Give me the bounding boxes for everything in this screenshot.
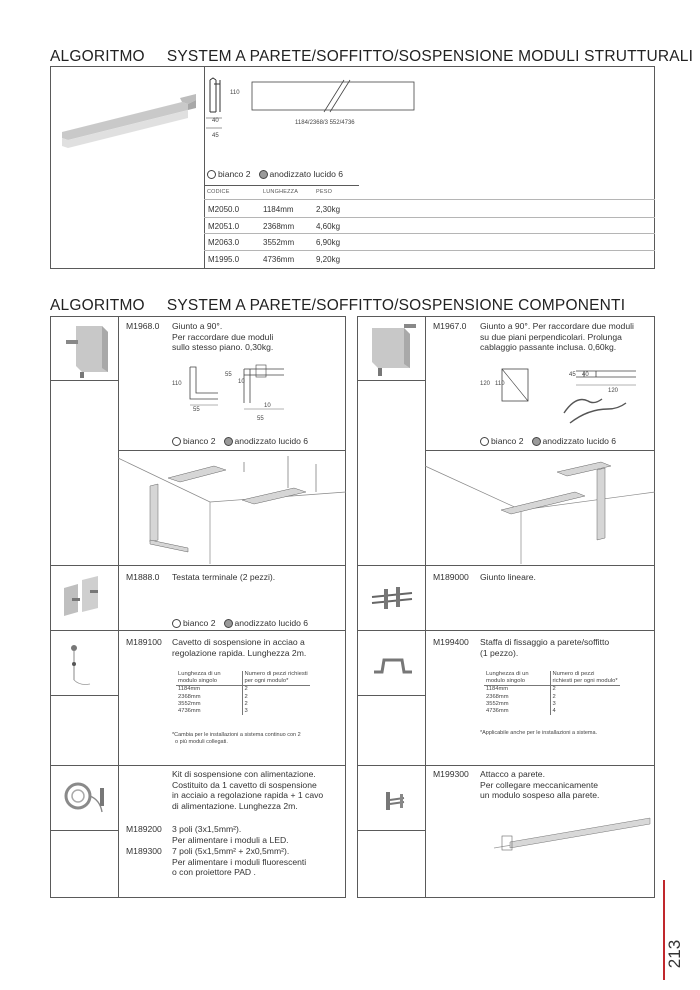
table-cell-weight: 2,30kg	[316, 205, 341, 214]
product-description: 3 poli (3x1,5mm²). Per alimentare i moduli a LED.	[172, 824, 289, 845]
table-cell-code: M2063.0	[208, 238, 240, 247]
table-cell-weight: 9,20kg	[316, 255, 341, 264]
table-cell-length: 4736mm	[263, 255, 295, 264]
col-header-weight: PESO	[316, 189, 333, 195]
product-description: Giunto a 90°. Per raccordare due moduli sullo stesso piano. 0,30kg.	[172, 321, 274, 352]
dim-lengths: 1184/2368/3 552/4736	[295, 120, 355, 126]
mounting-bracket-photo	[370, 652, 416, 682]
table-cell-length: 3552mm	[176, 701, 242, 708]
product-code: M189000	[433, 572, 469, 582]
table-footnote: *Applicabile anche per le installazioni a sistema.	[480, 730, 598, 736]
brand-name: ALGORITMO	[50, 297, 145, 314]
profile-length-drawing	[252, 78, 422, 118]
profile-photo	[60, 80, 200, 160]
finish-options-m1888: bianco 2 anodizzato lucido 6	[172, 618, 308, 628]
table-cell-count: 4	[552, 708, 556, 715]
col-header-code: CODICE	[207, 189, 230, 195]
table-cell-code: M2051.0	[208, 222, 240, 231]
end-cap-photo	[58, 572, 114, 624]
product-code: M189100	[126, 637, 162, 647]
table-cell-length: 3552mm	[263, 238, 295, 247]
table-cell-length: 4736mm	[176, 708, 242, 715]
table-cell-weight: 6,90kg	[316, 238, 341, 247]
suspension-kit-photo	[58, 772, 114, 826]
profile-section-drawing	[206, 78, 246, 138]
brand-name: ALGORITMO	[50, 48, 145, 65]
kit-description: Kit di sospensione con alimentazione. Costituito da 1 cavetto di sospensione in acciaio a regolazione rapida + 1 cavo di alimentazione. Lunghezza 2m.	[172, 769, 324, 811]
white-swatch-icon	[207, 170, 216, 179]
table-cell-length: 4736mm	[484, 708, 550, 715]
table-cell-count: 2	[244, 686, 248, 693]
product-description: Cavetto di sospensione in acciao a regolazione rapida. Lunghezza 2m.	[172, 637, 307, 658]
joint-90-drawing	[172, 365, 292, 415]
col-header-length: LUNGHEZZA	[263, 189, 299, 195]
table-cell-count: 2	[244, 700, 248, 707]
table-cell-count: 2	[244, 693, 248, 700]
section-title-components	[50, 297, 625, 315]
product-code: M1967.0	[433, 321, 467, 331]
product-description: Giunto a 90°. Per raccordare due moduli su due piani perpendicolari. Prolunga cablaggio passante inclusa. 0,60kg.	[480, 321, 634, 352]
product-description: Attacco a parete. Per collegare meccanicamente un modulo sospeso alla parete.	[480, 769, 600, 800]
table-cell-count: 2	[552, 686, 556, 693]
page-number: 213	[665, 939, 684, 969]
suspension-cable-photo	[66, 640, 106, 690]
section-title-modules	[50, 48, 693, 66]
room-installation-illustration-right	[425, 452, 655, 564]
table-cell-code: M1995.0	[208, 255, 240, 264]
linear-joint-photo	[368, 585, 418, 615]
product-description: Staffa di fissaggio a parete/soffitto (1 pezzo).	[480, 637, 610, 658]
table-cell-code: M2050.0	[208, 205, 240, 214]
table-cell-length: 2368mm	[176, 694, 242, 701]
section-heading: SYSTEM A PARETE/SOFFITTO/SOSPENSIONE COMPONENTI	[166, 297, 626, 314]
product-code: M1968.0	[126, 321, 160, 331]
table-cell-length: 2368mm	[263, 222, 295, 231]
table-cell-length: 2368mm	[484, 694, 550, 701]
section-heading: SYSTEM A PARETE/SOFFITTO/SOSPENSIONE MODULI STRUTTURALI	[166, 48, 694, 65]
table-footnote: *Cambia per le installazioni a sistema continuo con 2 o più moduli collegati.	[172, 732, 301, 745]
room-installation-illustration-left	[118, 452, 346, 564]
table-cell-length: 1184mm	[263, 205, 294, 214]
dim-height: 110	[230, 90, 240, 96]
table-cell-count: 3	[244, 708, 248, 715]
finish-options-m1967: bianco 2 anodizzato lucido 6	[480, 436, 616, 446]
product-description: 7 poli (5x1,5mm² + 2x0,5mm²). Per alimentare i moduli fluorescenti o con proiettore PAD .	[172, 846, 307, 877]
pieces-table-cable: Lunghezza di un modulo singolo Numero di pezzi richiesti per ogni modulo* 1184mm 2 2368mm 2 3552mm 2 4736mm 3	[178, 671, 308, 715]
table-cell-weight: 4,60kg	[316, 222, 341, 231]
product-description: Giunto lineare.	[480, 572, 536, 582]
product-code: M1888.0	[126, 572, 160, 582]
joint-90-photo	[58, 322, 114, 378]
white-swatch-icon	[480, 437, 489, 446]
table-cell-length: 1184mm	[176, 686, 242, 694]
finish-options-m1968: bianco 2 anodizzato lucido 6	[172, 436, 308, 446]
table-cell-length: 1184mm	[484, 686, 550, 694]
joint-90-perpendicular-drawing	[478, 365, 648, 425]
product-code: M189200	[126, 824, 162, 834]
anodized-swatch-icon	[259, 170, 268, 179]
wall-attachment-illustration	[490, 808, 652, 856]
dim-width: 40	[212, 118, 219, 124]
table-cell-count: 3	[552, 700, 556, 707]
product-code: M199400	[433, 637, 469, 647]
anodized-swatch-icon	[224, 619, 233, 628]
table-cell-count: 2	[552, 693, 556, 700]
joint-90-perpendicular-photo	[364, 322, 420, 378]
white-swatch-icon	[172, 619, 181, 628]
anodized-swatch-icon	[224, 437, 233, 446]
pieces-table-bracket: Lunghezza di un modulo singolo Numero di pezzi richiesti per ogni modulo* 1184mm 2 2368mm 2 3552mm 3 4736mm 4	[486, 671, 618, 715]
wall-attachment-photo	[374, 786, 414, 816]
product-code: M189300	[126, 846, 162, 856]
anodized-swatch-icon	[532, 437, 541, 446]
product-code: M199300	[433, 769, 469, 779]
dim-depth: 45	[212, 133, 219, 139]
white-swatch-icon	[172, 437, 181, 446]
finish-options-modules: bianco 2 anodizzato lucido 6	[207, 169, 343, 179]
table-cell-length: 3552mm	[484, 701, 550, 708]
product-description: Testata terminale (2 pezzi).	[172, 572, 276, 582]
